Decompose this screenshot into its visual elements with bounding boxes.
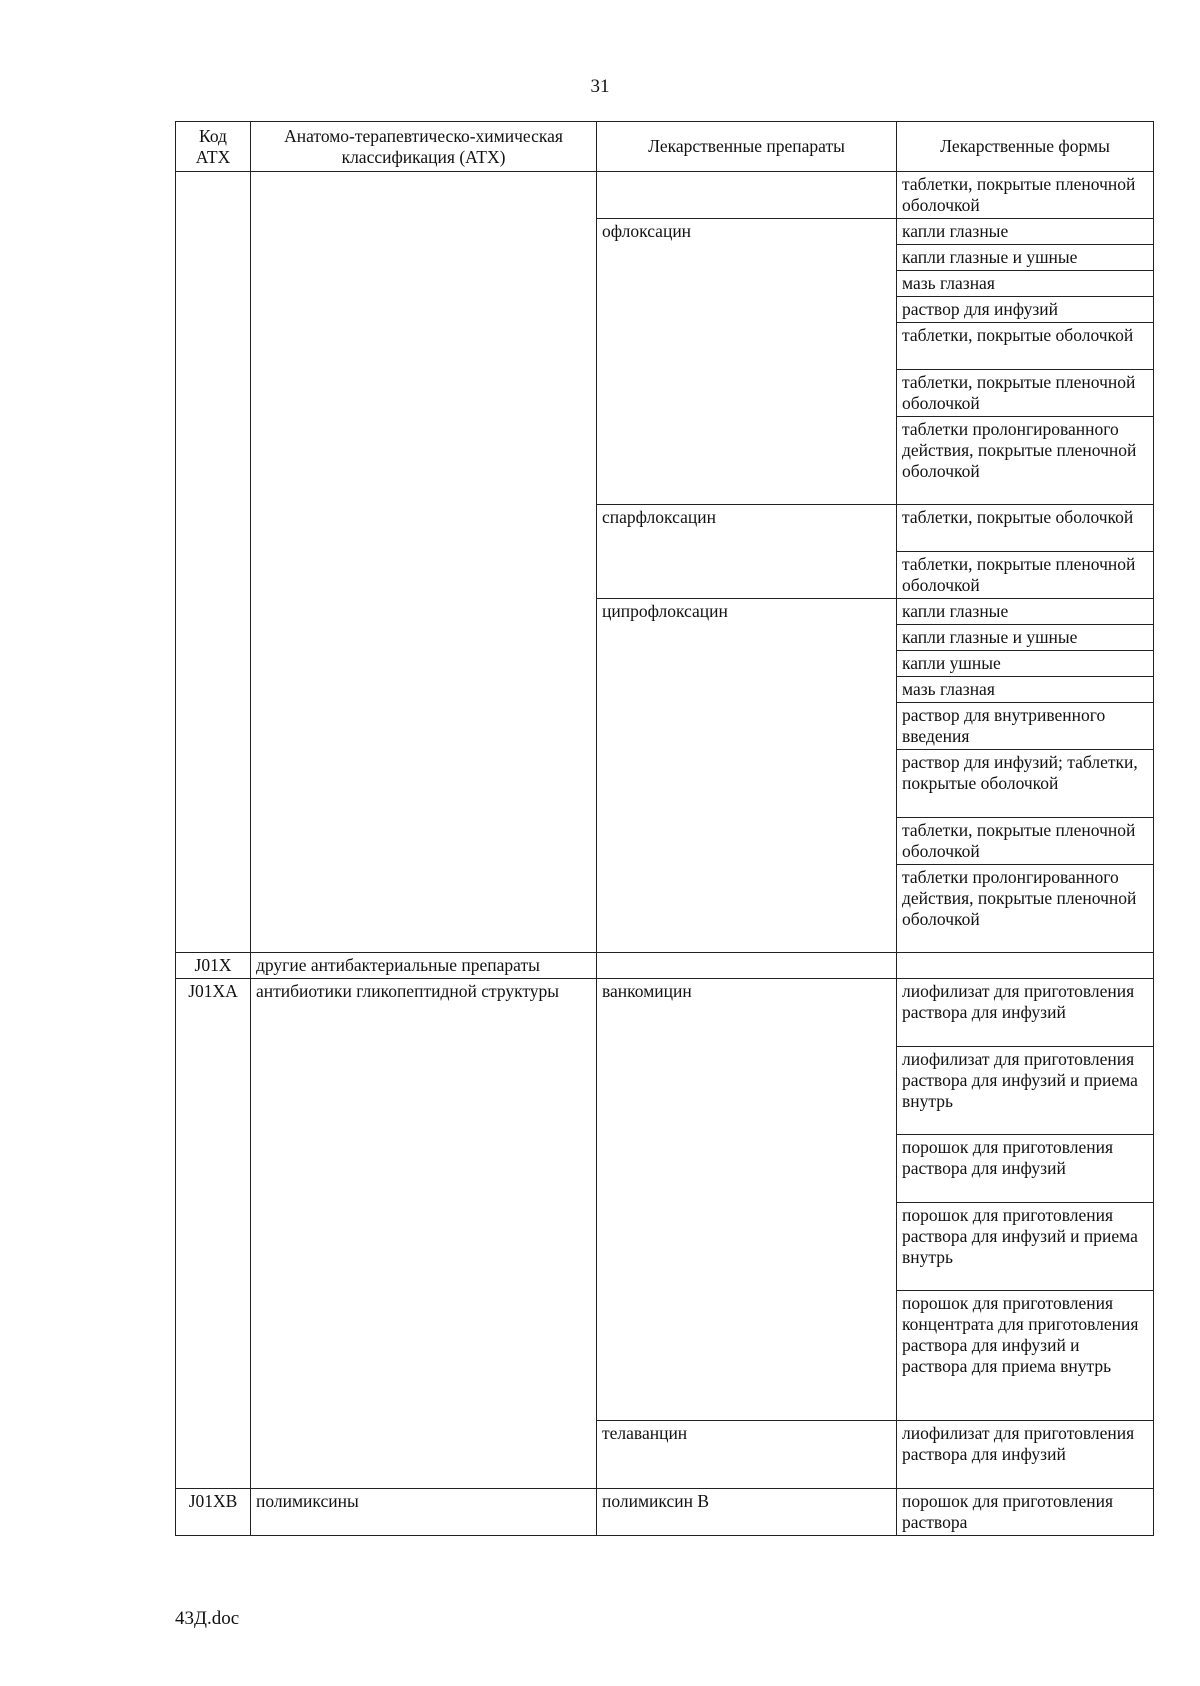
form-cell: лиофилизат для приготовления раствора для инфузий <box>897 979 1154 1047</box>
form-cell: таблетки пролонгированного действия, покрытые пленочной оболочкой <box>897 865 1154 953</box>
form-cell: таблетки, покрытые оболочкой <box>897 505 1154 552</box>
drug-cell <box>597 172 897 219</box>
form-cell: мазь глазная <box>897 271 1154 297</box>
class-cell: другие антибактериальные препараты <box>251 953 597 979</box>
atx-table <box>175 121 1154 1536</box>
form-cell: таблетки, покрытые пленочной оболочкой <box>897 370 1154 417</box>
form-cell: раствор для инфузий <box>897 297 1154 323</box>
table-row <box>176 979 1154 1047</box>
form-cell: раствор для внутривенного введения <box>897 703 1154 750</box>
footer-filename: 43Д.doc <box>175 1608 240 1629</box>
table-row <box>176 953 1154 979</box>
header-forms: Лекарственные формы <box>897 122 1154 172</box>
code-cell: J01XA <box>176 979 251 1489</box>
form-cell: порошок для приготовления концентрата для приготовления раствора для инфузий и раствора для приема внутрь <box>897 1291 1154 1421</box>
table-header-row <box>176 122 1154 172</box>
code-cell <box>176 172 251 953</box>
page-number: 31 <box>590 76 610 97</box>
code-cell: J01X <box>176 953 251 979</box>
form-cell: мазь глазная <box>897 677 1154 703</box>
header-drugs: Лекарственные препараты <box>597 122 897 172</box>
form-cell: лиофилизат для приготовления раствора для инфузий <box>897 1421 1154 1489</box>
drug-cell <box>597 953 897 979</box>
table-row <box>176 172 1154 219</box>
form-cell: порошок для приготовления раствора <box>897 1489 1154 1536</box>
form-cell: таблетки, покрытые пленочной оболочкой <box>897 172 1154 219</box>
drug-cell: телаванцин <box>597 1421 897 1489</box>
header-classification: Анатомо-терапевтическо-химическая классификация (АТХ) <box>251 122 597 172</box>
drug-cell: офлоксацин <box>597 219 897 505</box>
form-cell: капли глазные <box>897 219 1154 245</box>
form-cell: капли глазные <box>897 599 1154 625</box>
form-cell: таблетки пролонгированного действия, покрытые пленочной оболочкой <box>897 417 1154 505</box>
form-cell: таблетки, покрытые пленочной оболочкой <box>897 552 1154 599</box>
table-row <box>176 1489 1154 1536</box>
form-cell: лиофилизат для приготовления раствора для инфузий и приема внутрь <box>897 1047 1154 1135</box>
drug-cell: ципрофлоксацин <box>597 599 897 953</box>
class-cell <box>251 172 597 953</box>
form-cell: порошок для приготовления раствора для инфузий <box>897 1135 1154 1203</box>
class-cell: антибиотики гликопептидной структуры <box>251 979 597 1489</box>
code-cell: J01XB <box>176 1489 251 1536</box>
drug-cell: полимиксин B <box>597 1489 897 1536</box>
form-cell: таблетки, покрытые оболочкой <box>897 323 1154 370</box>
drug-cell: спарфлоксацин <box>597 505 897 599</box>
drug-cell: ванкомицин <box>597 979 897 1421</box>
form-cell: порошок для приготовления раствора для инфузий и приема внутрь <box>897 1203 1154 1291</box>
form-cell: раствор для инфузий; таблетки, покрытые оболочкой <box>897 750 1154 818</box>
form-cell: капли глазные и ушные <box>897 245 1154 271</box>
form-cell: капли глазные и ушные <box>897 625 1154 651</box>
header-code: Код АТХ <box>176 122 251 172</box>
form-cell: таблетки, покрытые пленочной оболочкой <box>897 818 1154 865</box>
class-cell: полимиксины <box>251 1489 597 1536</box>
form-cell: капли ушные <box>897 651 1154 677</box>
form-cell <box>897 953 1154 979</box>
